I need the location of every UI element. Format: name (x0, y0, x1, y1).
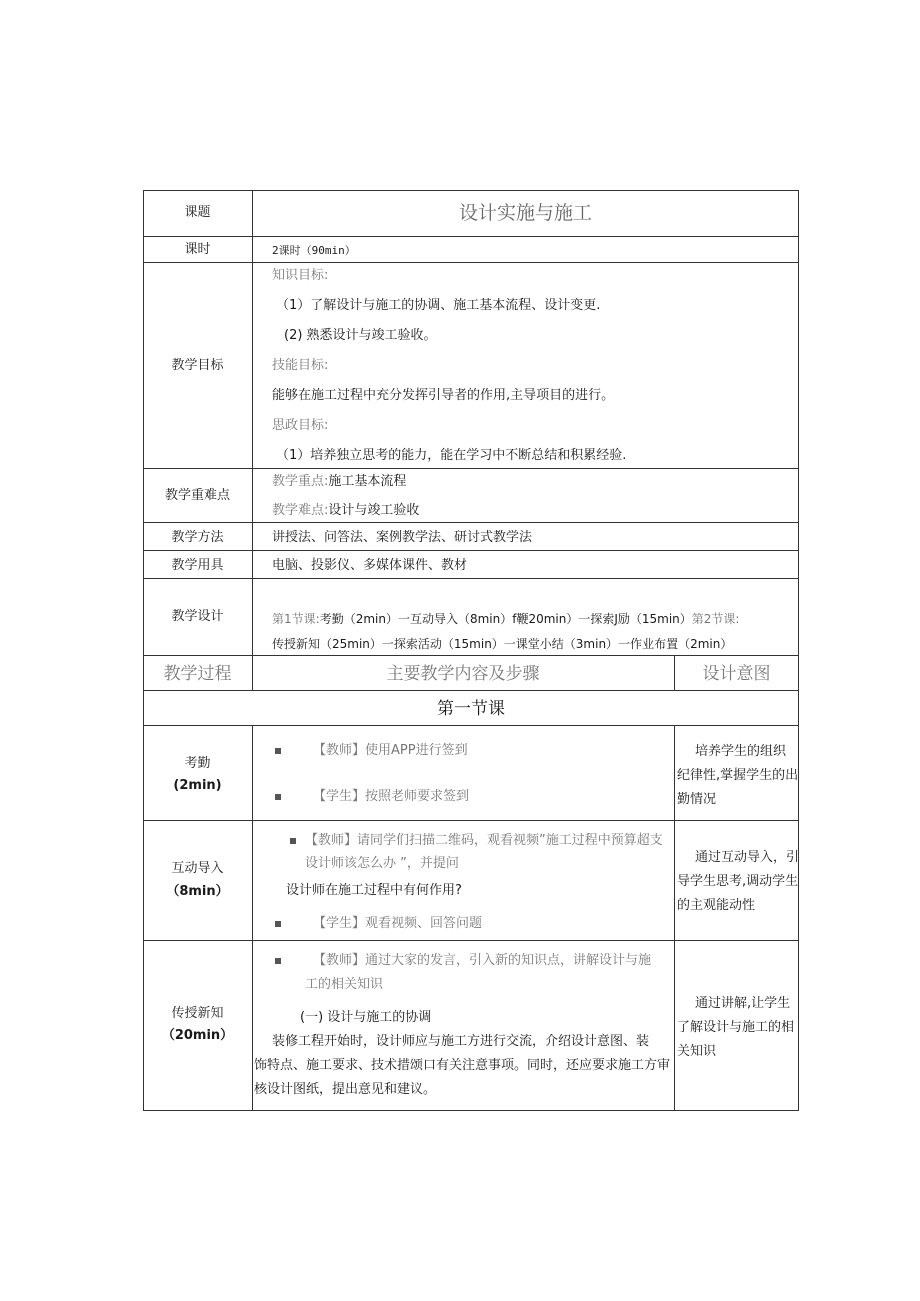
key-points-label: 教学重难点 (164, 488, 230, 503)
process-col-header-2: 主要教学内容及步骤 (386, 664, 540, 684)
hours-value: 2课时（90min） (272, 244, 356, 257)
row-divider (143, 820, 799, 821)
intro-teacher-1: 【教师】请同学们扫描二维码，观看视频”施工过程中预算超支 (305, 833, 663, 848)
objectives-label: 教学目标 (171, 358, 224, 373)
methods-label: 教学方法 (171, 530, 224, 545)
attendance-student: 【学生】按照老师要求签到 (313, 789, 470, 804)
design-line-1-text: 考勤（2min）一互动导入（8min）f鞭20min）一探索J励（15min） (319, 612, 692, 626)
difficulty-line (272, 503, 419, 519)
row-divider (143, 940, 799, 941)
ideology-heading: 思政目标: (272, 418, 329, 433)
column-divider (674, 725, 675, 1111)
lesson-title: 设计实施与施工 (458, 202, 592, 224)
new-knowledge-para-1: 装修工程开始时，设计师应与施工方进行交流，介绍设计意图、装 (272, 1034, 650, 1049)
attendance-time: (2min) (173, 778, 222, 793)
bullet-icon (290, 838, 296, 844)
process-col-header-3: 设计意图 (702, 664, 771, 684)
bullet-icon (275, 921, 281, 927)
intro-student: 【学生】观看视频、回答问题 (313, 916, 483, 931)
intro-question: 设计师在施工过程中有何作用? (286, 883, 462, 898)
design-line-2: 传授新知（25min）一探索活动（15min）一课堂小结（3min）一作业布置（2min） (272, 637, 733, 651)
column-divider (252, 190, 253, 690)
tools-label: 教学用具 (171, 558, 224, 573)
design-line-1-suffix: 第2节课: (691, 612, 740, 626)
row-divider (143, 655, 799, 656)
process-col-header-1: 教学过程 (163, 664, 232, 684)
attendance-intent-2: 纪律性,掌握学生的出 (677, 768, 799, 783)
new-knowledge-subtitle: (一) 设计与施工的协调 (300, 1010, 432, 1025)
knowledge-heading: 知识目标: (272, 268, 329, 283)
intro-name: 互动导入 (171, 861, 224, 876)
new-knowledge-para-2: 饰特点、施工要求、技术措颂口有关注意事项。同时，还应要求施工方审 (254, 1058, 671, 1073)
row-divider (143, 522, 799, 523)
intro-intent-3: 的主观能动性 (677, 898, 756, 913)
difficulty-value: 设计与竣工验收 (328, 503, 420, 518)
attendance-intent-3: 勤情况 (677, 792, 717, 807)
bullet-icon (275, 958, 281, 964)
row-divider (143, 550, 799, 551)
design-label: 教学设计 (171, 609, 224, 624)
new-knowledge-para-3: 核设计图纸，提出意见和建议。 (254, 1082, 437, 1097)
skill-heading: 技能目标: (272, 358, 329, 373)
new-knowledge-intent-1: 通过讲解,让学生 (695, 996, 791, 1011)
new-knowledge-teacher-2: 工的相关知识 (305, 977, 384, 992)
attendance-intent-1: 培养学生的组织 (695, 744, 787, 759)
new-knowledge-name: 传授新知 (171, 1006, 224, 1021)
intro-intent-1: 通过互动导入，引 (695, 850, 800, 865)
section-title: 第一节课 (437, 699, 505, 719)
design-line-1-prefix: 第1节课: (272, 612, 320, 626)
row-divider (143, 578, 799, 579)
attendance-teacher: 【教师】使用APP进行签到 (313, 743, 468, 758)
attendance-name: 考勤 (184, 756, 211, 771)
knowledge-item-1: （1）了解设计与施工的协调、施工基本流程、设计变更. (276, 298, 601, 313)
skill-item-1: 能够在施工过程中充分发挥引导者的作用,主导项目的进行。 (272, 388, 615, 403)
new-knowledge-intent-3: 关知识 (677, 1044, 717, 1059)
row-divider (143, 468, 799, 469)
focus-prefix: 教学重点: (272, 474, 329, 489)
bullet-icon (275, 794, 281, 800)
focus-value: 施工基本流程 (328, 474, 407, 489)
intro-teacher-2: 设计师该怎么办 ”，并提问 (305, 856, 459, 871)
title-label: 课题 (184, 205, 211, 220)
focus-line (272, 474, 406, 490)
intro-time: （8min） (166, 884, 229, 899)
hours-label: 课时 (184, 242, 211, 257)
row-divider (143, 690, 799, 691)
new-knowledge-intent-2: 了解设计与施工的相 (677, 1020, 795, 1035)
column-divider (252, 725, 253, 1111)
new-knowledge-time: （20min） (161, 1028, 234, 1043)
difficulty-prefix: 教学难点: (272, 503, 329, 518)
knowledge-item-2: (2) 熟悉设计与竣工验收。 (284, 328, 437, 343)
row-divider (143, 725, 799, 726)
intro-intent-2: 导学生思考,调动学生 (677, 874, 799, 889)
row-divider (143, 262, 799, 263)
design-line-1 (272, 611, 739, 627)
tools-value: 电脑、投影仪、多媒体课件、教材 (272, 558, 468, 573)
bullet-icon (275, 748, 281, 754)
new-knowledge-teacher-1: 【教师】通过大家的发言，引入新的知识点，讲解设计与施 (313, 953, 652, 968)
row-divider (143, 236, 799, 237)
ideology-item-1: （1）培养独立思考的能力，能在学习中不断总结和积累经验. (276, 448, 627, 463)
methods-value: 讲授法、问答法、案例教学法、研讨式教学法 (272, 530, 533, 545)
